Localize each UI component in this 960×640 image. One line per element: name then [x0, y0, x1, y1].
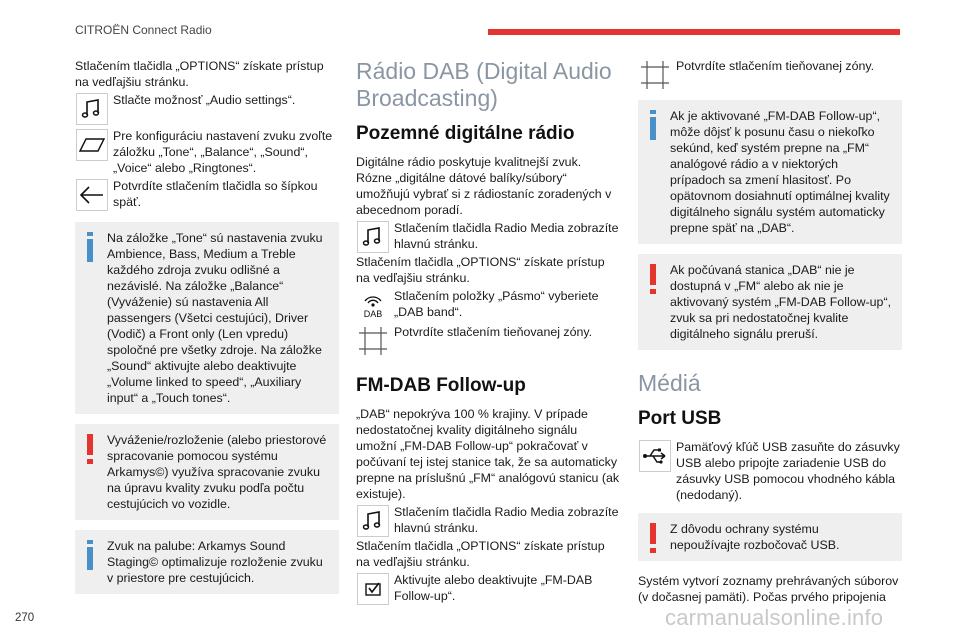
instruction-step: [356, 288, 620, 322]
paragraph: Digitálne rádio poskytuje kvalitnejší zvuk. Rózne „digitálne dátové balíky/súbory“ umožňujú vybrať si z rádiostaníc zoradených v abecednom poradí.: [356, 155, 612, 217]
paragraph: Systém vytvorí zoznamy prehrávaných súborov (v dočasnej pamäti). Počas prvého pripojenia: [638, 574, 899, 604]
warning-note: [638, 513, 902, 561]
note-text: Ak počúvaná stanica „DAB“ nie je dostupná v „FM“ alebo ak nie je aktivovaný systém „FM-DAB Follow-up“, zvuk sa pri nedostatočnej kvalite digitálneho signálu preruší.: [670, 263, 892, 341]
music-note-icon: [356, 504, 390, 538]
step-text: Stlačením tlačidla Radio Media zobrazíte hlavnú stránku.: [394, 505, 619, 535]
info-note: [638, 100, 902, 244]
step-text: Stlačením tlačidla Radio Media zobrazíte hlavnú stránku.: [394, 221, 619, 251]
usb-icon: [638, 439, 672, 473]
checkbox-icon: [356, 572, 390, 606]
note-text: Ak je aktivované „FM-DAB Follow-up“, môže dôjsť k posunu času o niekoľko sekúnd, keď systém prepne na „FM“ analógové rádio a v niektorých prípadoch sa zmení hlasitosť. Po opätovnom dosiahnutí optimálnej kvality digitálneho signálu systém automaticky prepne späť na „DAB“.: [670, 109, 890, 235]
instruction-step: [356, 572, 620, 606]
note-text: Zvuk na palube: Arkamys Sound Staging© optimalizuje rozloženie zvuku v priestore pre cestujúcich.: [107, 539, 323, 585]
step-text: Potvrdíte stlačením tieňovanej zóny.: [394, 325, 593, 339]
instruction-step: [638, 58, 902, 92]
info-icon: [87, 540, 93, 570]
instruction-step: [75, 128, 339, 176]
section-heading: Médiá: [638, 370, 701, 396]
note-text: Na záložke „Tone“ sú nastavenia zvuku Ambience, Bass, Medium a Treble každého zdroja zvuku odlišné a nezávislé. Na záložke „Balance“ (Vyváženie) sú nastavenia All passengers (Všetci cestujúci), Driver (Vodič) a Front only (Len vpredu) spoločné pre všetky zdroje. Na záložke „Sound“ aktivujte alebo deaktivujte „Volume linked to speed“, „Auxiliary input“ a „Touch tones“.: [107, 231, 323, 405]
column-3: [638, 58, 902, 605]
instruction-step: [638, 439, 902, 503]
warning-icon: [650, 264, 656, 294]
shaded-zone-icon: [638, 58, 672, 92]
music-note-icon: [75, 92, 109, 126]
paragraph: Stlačením tlačidla „OPTIONS“ získate prístup na vedľajšiu stránku.: [356, 255, 605, 285]
subsection-heading: FM-DAB Follow-up: [356, 375, 526, 396]
watermark: carmanualsonline.info: [665, 605, 884, 630]
step-text: Aktivujte alebo deaktivujte „FM-DAB Follow-up“.: [394, 573, 593, 603]
step-text: Potvrdíte stlačením tlačidla so šípkou späť.: [113, 179, 318, 209]
column-1: [75, 58, 339, 594]
header-accent-bar: [488, 29, 900, 35]
back-arrow-icon: [75, 178, 109, 212]
paragraph: Stlačením tlačidla „OPTIONS“ získate prístup na vedľajšiu stránku.: [75, 59, 324, 89]
warning-note: [638, 254, 902, 350]
instruction-step: [75, 178, 339, 212]
svg-text:DAB: DAB: [363, 309, 383, 319]
page-header: CITROËN Connect Radio: [75, 23, 212, 37]
step-text: Pamäťový kľúč USB zasuňte do zásuvky USB alebo pripojte zariadenie USB do zásuvky USB pomocou vhodného kábla (nedodaný).: [676, 440, 900, 502]
warning-icon: [650, 523, 656, 553]
info-icon: [650, 110, 656, 140]
subsection-heading: Pozemné digitálne rádio: [356, 123, 575, 144]
tab-shape-icon: [75, 128, 109, 162]
note-text: Vyváženie/rozloženie (alebo priestorové spracovanie pomocou systému Arkamys©) využíva spracovanie zvuku na úpravu kvality zvuku podľa počtu cestujúcich vo vozidle.: [107, 433, 327, 511]
shaded-zone-icon: [356, 324, 390, 358]
info-note: [75, 530, 339, 594]
warning-note: [75, 424, 339, 520]
info-note: [75, 222, 339, 414]
instruction-step: [75, 92, 339, 126]
instruction-step: [356, 220, 620, 254]
paragraph: „DAB“ nepokrýva 100 % krajiny. V prípade nedostatočnej kvality digitálneho signálu umožní „FM-DAB Follow-up“ pokračovať v počúvaní tej istej stanice tak, že sa automaticky prepne na príslušnú „FM“ analógovú stanicu (ak existuje).: [356, 407, 620, 501]
step-text: Pre konfiguráciu nastavení zvuku zvoľte záložku „Tone“, „Balance“, „Sound“, „Voice“ alebo „Ringtones“.: [113, 129, 333, 175]
step-text: Stlačením položky „Pásmo“ vyberiete „DAB band“.: [394, 289, 599, 319]
step-text: Potvrdíte stlačením tieňovanej zóny.: [676, 59, 875, 73]
paragraph: Stlačením tlačidla „OPTIONS“ získate prístup na vedľajšiu stránku.: [356, 539, 605, 569]
instruction-step: [356, 324, 620, 358]
page-number: 270: [15, 612, 35, 624]
warning-icon: [87, 434, 93, 464]
dab-radio-icon: [356, 288, 390, 322]
step-text: Stlačte možnosť „Audio settings“.: [113, 93, 296, 107]
note-text: Z dôvodu ochrany systému nepoužívajte rozbočovač USB.: [670, 522, 840, 552]
section-heading: Rádio DAB (Digital Audio Broadcasting): [356, 58, 612, 111]
column-2: [356, 58, 620, 606]
subsection-heading: Port USB: [638, 408, 722, 429]
info-icon: [87, 232, 93, 262]
music-note-icon: [356, 220, 390, 254]
instruction-step: [356, 504, 620, 538]
